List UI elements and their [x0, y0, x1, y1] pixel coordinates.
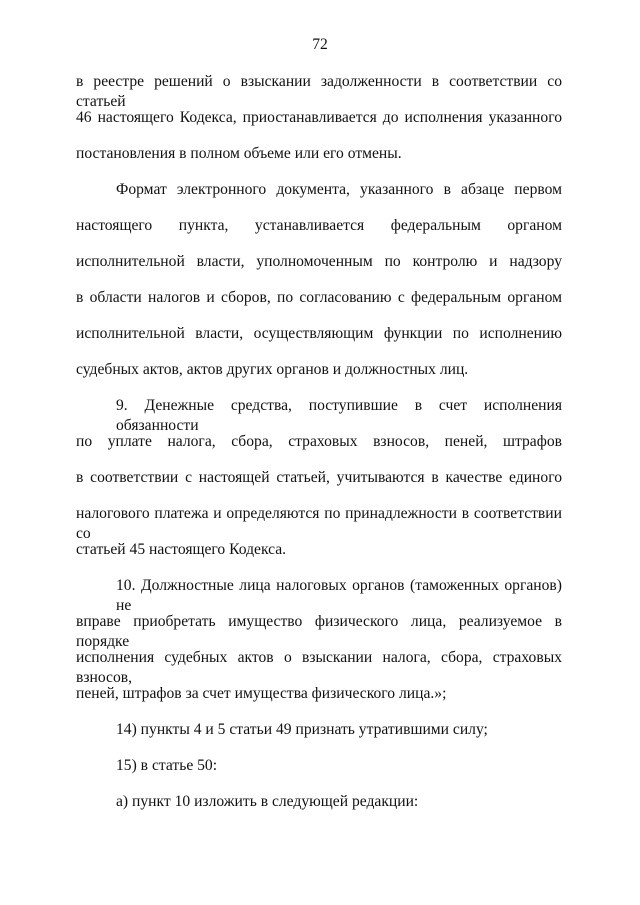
text-line: постановления в полном объеме или его отмены.: [76, 145, 402, 162]
text-line: в реестре решений о взыскании задолженности в соответствии со статьей: [76, 73, 562, 110]
text-line: вправе приобретать имущество физического лица, реализуемое в порядке: [76, 613, 562, 650]
text-line: настоящего пункта, устанавливается федеральным органом: [76, 217, 562, 234]
text-line: 10. Должностные лица налоговых органов (таможенных органов) не: [116, 577, 562, 614]
text-line: а) пункт 10 изложить в следующей редакции:: [116, 793, 419, 810]
text-line: судебных актов, актов других органов и должностных лиц.: [76, 361, 469, 378]
text-line: 46 настоящего Кодекса, приостанавливается до исполнения указанного: [76, 109, 562, 126]
text-line: пеней, штрафов за счет имущества физического лица.»;: [76, 685, 447, 702]
text-line: налогового платежа и определяются по принадлежности в соответствии со: [76, 505, 562, 542]
text-line: исполнительной власти, уполномоченным по контролю и надзору: [76, 253, 562, 270]
text-line: 9. Денежные средства, поступившие в счет исполнения обязанности: [116, 397, 562, 434]
text-line: исполнительной власти, осуществляющим функции по исполнению: [76, 325, 562, 342]
text-line: по уплате налога, сбора, страховых взносов, пеней, штрафов: [76, 433, 562, 450]
text-line: Формат электронного документа, указанного в абзаце первом: [116, 181, 562, 198]
text-line: статьей 45 настоящего Кодекса.: [76, 541, 287, 558]
page-number: 72: [312, 36, 328, 53]
text-line: в области налогов и сборов, по согласованию с федеральным органом: [76, 289, 562, 306]
text-line: в соответствии с настоящей статьей, учитываются в качестве единого: [76, 469, 562, 486]
text-line: исполнения судебных актов о взыскании налога, сбора, страховых взносов,: [76, 649, 562, 686]
text-line: 14) пункты 4 и 5 статьи 49 признать утратившими силу;: [116, 721, 488, 738]
text-line: 15) в статье 50:: [116, 757, 218, 774]
